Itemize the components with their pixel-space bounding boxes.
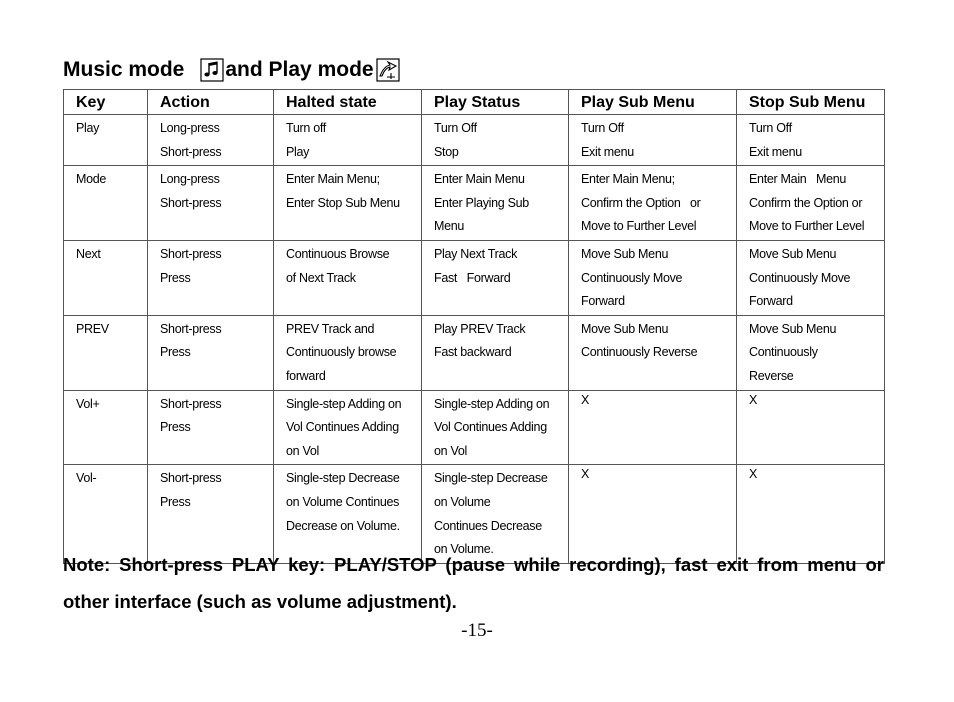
table-row xyxy=(64,315,885,390)
cell-line: Press xyxy=(160,494,191,509)
note-text: Note: Short-press PLAY key: PLAY/STOP (pause while recording), fast exit from menu or other interface (such as volume adjustment). xyxy=(63,554,884,612)
cell-line: Press xyxy=(160,270,191,285)
table-body xyxy=(64,115,885,564)
cell-play-status xyxy=(422,390,569,465)
cell-key xyxy=(64,166,148,241)
cell-action xyxy=(148,115,274,166)
key-name: Vol- xyxy=(76,471,97,486)
cell-key xyxy=(64,390,148,465)
cell-play-sub-menu xyxy=(569,240,737,315)
cell-line: Stop xyxy=(434,144,459,159)
header-halted-state: Halted state xyxy=(274,90,422,115)
table-row xyxy=(64,390,885,465)
header-stop-sub-menu: Stop Sub Menu xyxy=(737,90,885,115)
cell-line: Turn Off xyxy=(434,121,477,135)
header-action: Action xyxy=(148,90,274,115)
cell-line: Continuously Move xyxy=(581,270,683,285)
cell-stop-sub-menu xyxy=(737,240,885,315)
cell-line: Enter Main Menu; xyxy=(286,172,380,187)
cell-line: of Next Track xyxy=(286,270,356,285)
cell-line: on Volume xyxy=(434,494,491,509)
header-play-status: Play Status xyxy=(422,90,569,115)
cell-line: Fast Forward xyxy=(434,270,511,285)
section-title xyxy=(63,55,401,85)
header-key: Key xyxy=(64,90,148,115)
cell-halted-state xyxy=(274,115,422,166)
cell-line: Long-press xyxy=(160,121,220,135)
cell-key xyxy=(64,115,148,166)
key-name: Vol+ xyxy=(76,396,100,411)
cell-line: Continues Decrease xyxy=(434,518,542,533)
cell-line: Turn Off xyxy=(581,121,624,135)
cell-line: Confirm the Option or xyxy=(581,195,701,210)
cell-halted-state xyxy=(274,240,422,315)
key-function-table xyxy=(63,89,885,564)
cell-line: Play xyxy=(286,144,310,159)
cell-line: Menu xyxy=(434,219,465,234)
music-note-icon xyxy=(200,58,224,82)
cell-play-sub-menu xyxy=(569,315,737,390)
cell-line: Short-press xyxy=(160,321,222,336)
cell-line: Short-press xyxy=(160,195,222,210)
cell-line: Enter Playing Sub xyxy=(434,195,529,210)
title-music-mode: Music mode xyxy=(63,58,185,81)
key-name: PREV xyxy=(76,321,109,336)
cell-line: Move Sub Menu xyxy=(749,246,837,261)
cell-line: Vol Continues Adding xyxy=(286,420,399,435)
cell-stop-sub-menu xyxy=(737,166,885,241)
cell-halted-state xyxy=(274,315,422,390)
table-row xyxy=(64,115,885,166)
cell-line: Short-press xyxy=(160,144,222,159)
cell-play-status xyxy=(422,240,569,315)
cell-line: Move to Further Level xyxy=(581,219,697,234)
cell-line: Enter Stop Sub Menu xyxy=(286,195,400,210)
cell-line: Continuously browse xyxy=(286,345,397,360)
cell-line: Long-press xyxy=(160,172,220,187)
cell-line: Move Sub Menu xyxy=(581,246,669,261)
cell-line: on Vol xyxy=(434,443,467,458)
cell-line: Enter Main Menu; xyxy=(581,172,675,187)
table-header-row xyxy=(64,90,885,115)
cell-line: Short-press xyxy=(160,246,222,261)
cell-line: Press xyxy=(160,345,191,360)
cell-line: Forward xyxy=(581,294,625,309)
cell-key xyxy=(64,315,148,390)
cell-line: Vol Continues Adding xyxy=(434,420,547,435)
cell-stop-sub-menu: X xyxy=(737,465,885,563)
cell-line: Move to Further Level xyxy=(749,219,865,234)
cell-line: Decrease on Volume. xyxy=(286,518,400,533)
cell-line: Exit menu xyxy=(749,144,802,159)
cell-line: Continuously Move xyxy=(749,270,851,285)
cell-line: on Vol xyxy=(286,443,319,458)
cell-line: Forward xyxy=(749,294,793,309)
cell-halted-state xyxy=(274,390,422,465)
cell-line: Single-step Adding on xyxy=(286,396,402,411)
cell-line: Move Sub Menu xyxy=(581,321,669,336)
cell-line: Continuously xyxy=(749,345,818,360)
cell-line: Short-press xyxy=(160,471,222,486)
key-name: Mode xyxy=(76,172,107,187)
cell-halted-state xyxy=(274,166,422,241)
cell-line: Exit menu xyxy=(581,144,634,159)
cell-line: Reverse xyxy=(749,368,794,383)
cell-action xyxy=(148,390,274,465)
cell-key xyxy=(64,240,148,315)
cell-play-status xyxy=(422,315,569,390)
cell-line: Short-press xyxy=(160,396,222,411)
cell-play-status xyxy=(422,166,569,241)
cell-action xyxy=(148,166,274,241)
cell-line: Continuous Browse xyxy=(286,246,390,261)
cell-line: Press xyxy=(160,420,191,435)
cell-line: Move Sub Menu xyxy=(749,321,837,336)
cell-line: Turn off xyxy=(286,121,326,135)
cell-line: Enter Main Menu xyxy=(434,172,525,187)
cell-line: Single-step Decrease xyxy=(434,471,548,486)
cell-line: Confirm the Option or xyxy=(749,195,863,210)
cell-line: Single-step Decrease xyxy=(286,471,400,486)
cell-line: Single-step Adding on xyxy=(434,396,550,411)
key-name: Next xyxy=(76,246,101,261)
cell-play-sub-menu: X xyxy=(569,390,737,465)
table-row xyxy=(64,240,885,315)
cell-line: Play PREV Track xyxy=(434,321,526,336)
cell-line: Play Next Track xyxy=(434,246,518,261)
header-play-sub-menu: Play Sub Menu xyxy=(569,90,737,115)
cell-stop-sub-menu xyxy=(737,315,885,390)
cell-line: Turn Off xyxy=(749,121,792,135)
cell-play-sub-menu xyxy=(569,166,737,241)
cell-play-status xyxy=(422,115,569,166)
cell-action xyxy=(148,240,274,315)
table-row xyxy=(64,166,885,241)
cell-line: forward xyxy=(286,368,326,383)
cell-play-sub-menu xyxy=(569,115,737,166)
cell-line: PREV Track and xyxy=(286,321,375,336)
cell-line: on Volume. xyxy=(434,542,494,557)
cell-line: on Volume Continues xyxy=(286,494,400,509)
play-mode-icon xyxy=(376,58,400,82)
cell-line: Continuously Reverse xyxy=(581,345,698,360)
cell-stop-sub-menu: X xyxy=(737,390,885,465)
title-play-mode: and Play mode xyxy=(225,58,374,81)
cell-action xyxy=(148,315,274,390)
page-number: -15- xyxy=(461,620,493,641)
cell-play-sub-menu: X xyxy=(569,465,737,563)
key-name: Play xyxy=(76,121,100,135)
cell-line: Fast backward xyxy=(434,345,512,360)
cell-stop-sub-menu xyxy=(737,115,885,166)
cell-line: Enter Main Menu xyxy=(749,172,847,187)
